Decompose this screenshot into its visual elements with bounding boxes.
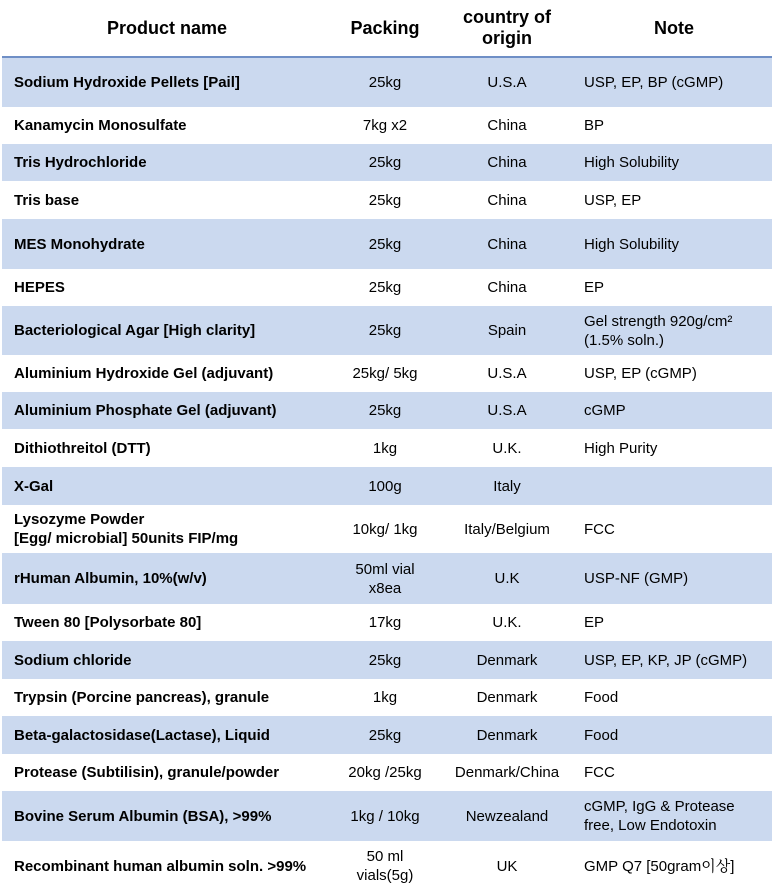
packing: 25kg [332,392,438,429]
note: USP, EP [584,191,642,209]
origin: U.K. [492,439,522,457]
product-name: Lysozyme Powder [Egg/ microbial] 50units FIP/mg [14,511,239,547]
note: GMP Q7 [50gram이상] [584,857,735,875]
origin: Denmark [438,716,576,754]
origin: U.S.A [438,392,576,429]
packing: 50 ml vials(5g) [356,848,414,884]
packing: 50ml vial x8ea [332,553,438,604]
note: USP-NF (GMP) [576,553,772,604]
origin: Italy/Belgium [464,520,550,538]
product-name: Aluminium Hydroxide Gel (adjuvant) [14,365,274,382]
packing: 100g [332,467,438,505]
note: Food [576,716,772,754]
table-row [2,716,772,754]
product-name: Protease (Subtilisin), granule/powder [14,764,280,781]
product-name: Beta-galactosidase(Lactase), Liquid [2,716,332,754]
packing: 25kg [332,716,438,754]
note: FCC [584,764,615,781]
packing: 17kg [368,614,402,631]
note: USP, EP (cGMP) [584,365,697,382]
header-product-name: Product name [2,0,332,57]
table-row [2,604,772,641]
note: BP [584,117,605,134]
table-row [2,754,772,791]
packing: 25kg [368,191,402,209]
note: USP, EP, BP (cGMP) [576,57,772,107]
note: High Purity [584,439,658,457]
product-name: MES Monohydrate [2,219,332,269]
product-name: Recombinant human albumin soln. >99% [14,857,307,875]
table-row [2,355,772,392]
note: Gel strength 920g/cm² (1.5% soln.) [576,306,772,355]
product-name: Bovine Serum Albumin (BSA), >99% [2,791,332,841]
note: FCC [584,520,615,538]
table-row [2,467,772,505]
product-name: X-Gal [2,467,332,505]
table-row [2,679,772,716]
origin: China [438,219,576,269]
packing: 25kg [332,219,438,269]
table-row [2,57,772,107]
packing: 10kg/ 1kg [352,520,418,538]
header-note: Note [576,0,772,57]
table-row [2,553,772,604]
origin: U.K [438,553,576,604]
origin: China [487,191,527,209]
table-row [2,392,772,429]
product-name: Dithiothreitol (DTT) [14,439,151,457]
packing: 1kg [372,689,398,706]
origin: China [487,117,527,134]
product-table [2,0,772,891]
product-name: Bacteriological Agar [High clarity] [2,306,332,355]
origin: China [438,144,576,181]
note: High Solubility [576,219,772,269]
note: Food [584,689,619,706]
product-name: HEPES [14,279,65,296]
table-row [2,107,772,144]
note: cGMP [576,392,772,429]
note: High Solubility [576,144,772,181]
note: USP, EP, KP, JP (cGMP) [576,641,772,679]
table-row [2,791,772,841]
packing: 25kg [332,144,438,181]
packing: 20kg /25kg [348,764,422,781]
packing: 1kg / 10kg [332,791,438,841]
table-row [2,144,772,181]
origin: Spain [438,306,576,355]
packing: 25kg [368,279,402,296]
origin: U.K. [492,614,522,631]
table-row [2,641,772,679]
header-packing: Packing [332,0,438,57]
note: EP [584,279,605,296]
table-row [2,841,772,891]
packing: 25kg/ 5kg [352,365,418,382]
note [576,467,772,505]
product-name: rHuman Albumin, 10%(w/v) [2,553,332,604]
product-name: Sodium chloride [2,641,332,679]
header-row [2,0,772,57]
packing: 25kg [332,641,438,679]
note: cGMP, IgG & Protease free, Low Endotoxin [576,791,772,841]
packing: 25kg [332,306,438,355]
origin: Newzealand [438,791,576,841]
table-row [2,219,772,269]
header-country-of-origin: country of origin [438,0,576,57]
origin: Denmark/China [454,764,560,781]
origin: China [487,279,527,296]
product-name: Tris Hydrochloride [2,144,332,181]
note: EP [584,614,605,631]
table-row [2,505,772,553]
origin: Denmark [438,641,576,679]
table-row [2,269,772,306]
product-name: Kanamycin Monosulfate [14,117,187,134]
product-name: Trypsin (Porcine pancreas), granule [14,689,270,706]
origin: U.S.A [487,365,527,382]
table-row [2,306,772,355]
product-name: Aluminium Phosphate Gel (adjuvant) [2,392,332,429]
packing: 7kg x2 [362,117,408,134]
origin: U.S.A [438,57,576,107]
origin: UK [496,857,518,875]
origin: Denmark [476,689,538,706]
product-name: Sodium Hydroxide Pellets [Pail] [2,57,332,107]
table-row [2,181,772,219]
product-name: Tris base [14,191,80,209]
product-name: Tween 80 [Polysorbate 80] [14,614,202,631]
origin: Italy [438,467,576,505]
packing: 1kg [372,439,398,457]
table-row [2,429,772,467]
packing: 25kg [332,57,438,107]
